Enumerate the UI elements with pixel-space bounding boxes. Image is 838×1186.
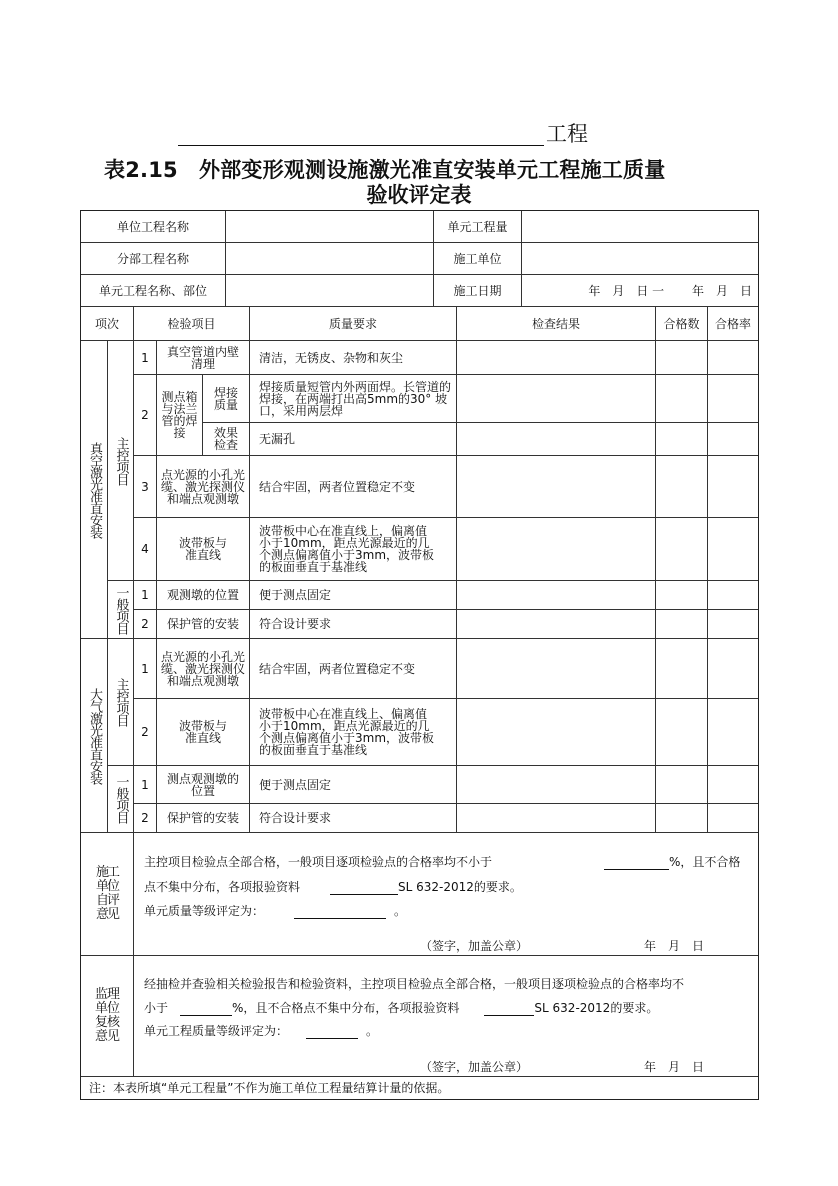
contractor-line1 <box>144 853 740 870</box>
contractor-opinion-label <box>80 832 134 956</box>
supervisor-line3-suffix: 。 <box>366 1024 379 1038</box>
construction-date-label: 施工日期 <box>433 274 522 307</box>
supervisor-line3-text: 单元工程质量等级评定为： <box>144 1024 289 1038</box>
col-inspection-item: 检验项目 <box>133 306 250 341</box>
check-result-field[interactable] <box>456 374 656 423</box>
pass-rate-field[interactable] <box>707 455 759 518</box>
unit-project-name-label: 单位工程名称 <box>80 210 226 243</box>
check-result-field[interactable] <box>456 765 656 804</box>
check-result-field[interactable] <box>456 517 656 581</box>
inspection-item: 测点观测墩的位置 <box>156 765 250 804</box>
supervisor-grade-blank[interactable] <box>306 1026 358 1039</box>
unit-quantity-field[interactable] <box>521 210 759 243</box>
quality-requirement: 符合设计要求 <box>249 609 457 639</box>
division-project-name-field[interactable] <box>225 242 434 275</box>
contractor-line1-suffix: %，且不合格 <box>669 855 741 869</box>
inspection-item: 波带板与准直线 <box>156 517 250 581</box>
form-title-line2: 验收评定表 <box>366 183 472 207</box>
supervisor-materials-blank[interactable] <box>484 1003 534 1016</box>
pass-rate-field[interactable] <box>707 517 759 581</box>
row-no: 1 <box>133 765 157 804</box>
pass-rate-field[interactable] <box>707 803 759 833</box>
pass-count-field[interactable] <box>655 517 708 581</box>
element-name-label: 单元工程名称、部位 <box>80 274 226 307</box>
quality-requirement: 波带板中心在准直线上，偏离值小于10mm，距点光源最近的几个测点偏离值小于3mm，波带板的板面垂直于基准线 <box>249 517 457 581</box>
contractor-sign: （签字，加盖公章） <box>420 939 529 953</box>
construction-unit-field[interactable] <box>521 242 759 275</box>
contractor-line1-text: 主控项目检验点全部合格，一般项目逐项检验点的合格率均不小于 <box>144 855 493 869</box>
quality-requirement: 焊接质量短管内外两面焊。长管道的焊接，在两端打出高5mm的30° 坡口，采用两层焊 <box>249 374 457 423</box>
inspection-item: 真空管道内壁清理 <box>156 340 250 375</box>
inspection-item: 保护管的安装 <box>156 609 250 639</box>
quality-requirement: 符合设计要求 <box>249 803 457 833</box>
row-no: 2 <box>133 609 157 639</box>
pass-count-field[interactable] <box>655 455 708 518</box>
pass-rate-field[interactable] <box>707 580 759 610</box>
row-no: 3 <box>133 455 157 518</box>
atmos-main-label: 主控项目 <box>107 638 134 766</box>
quality-requirement: 无漏孔 <box>249 422 457 456</box>
row-no: 1 <box>133 638 157 699</box>
vacuum-main-label: 主控项目 <box>107 340 134 581</box>
unit-project-name-field[interactable] <box>225 210 434 243</box>
construction-date-field[interactable]: 年 月 日 一 年 月 日 <box>521 274 759 307</box>
row-no: 2 <box>133 698 157 766</box>
col-pass-count: 合格数 <box>655 306 708 341</box>
inspection-item: 波带板与准直线 <box>156 698 250 766</box>
contractor-line3-suffix: 。 <box>394 904 407 918</box>
quality-requirement: 结合牢固，两者位置稳定不变 <box>249 638 457 699</box>
row-no: 2 <box>133 803 157 833</box>
contractor-line2 <box>144 878 522 895</box>
project-suffix: 工程 <box>546 122 588 146</box>
contractor-opinion-label-text: 施工单位自评意见 <box>95 865 118 922</box>
pass-count-field[interactable] <box>655 340 708 375</box>
quality-requirement: 波带板中心在准直线上、偏离值小于10mm，距点光源最近的几个测点偏离值小于3mm，波带板的板面垂直于基准线 <box>249 698 457 766</box>
row-no: 4 <box>133 517 157 581</box>
quality-requirement: 清洁，无锈皮、杂物和灰尘 <box>249 340 457 375</box>
supervisor-date[interactable]: 年 月 日 <box>644 1060 705 1074</box>
contractor-line3 <box>144 902 406 919</box>
inspection-item: 观测墩的位置 <box>156 580 250 610</box>
pass-rate-field[interactable] <box>707 340 759 375</box>
row-no: 2 <box>133 374 157 456</box>
contractor-line2-suffix: SL 632-2012的要求。 <box>398 880 522 894</box>
supervisor-line2-text: 小于 <box>144 1001 169 1015</box>
pass-rate-field[interactable] <box>707 638 759 699</box>
inspection-item: 测点箱与法兰管的焊接 <box>156 374 203 456</box>
contractor-line2-text: 点不集中分布，各项报验资料 <box>144 880 301 894</box>
col-quality-requirement: 质量要求 <box>249 306 457 341</box>
element-name-field[interactable] <box>225 274 434 307</box>
supervisor-line1: 经抽检并查验相关检验报告和检验资料，主控项目检验点全部合格，一般项目逐项检验点的合格率均不 <box>144 977 685 991</box>
row-no: 1 <box>133 340 157 375</box>
pass-rate-field[interactable] <box>707 765 759 804</box>
unit-quantity-label: 单元工程量 <box>433 210 522 243</box>
contractor-line3-text: 单元质量等级评定为： <box>144 904 265 918</box>
pass-rate-field[interactable] <box>707 374 759 423</box>
inspection-item: 保护管的安装 <box>156 803 250 833</box>
supervisor-line3 <box>144 1022 378 1039</box>
section-vacuum-label: 真空激光准直安装 <box>80 340 108 639</box>
project-name-blank[interactable] <box>178 145 544 146</box>
col-check-result: 检查结果 <box>456 306 656 341</box>
contractor-date[interactable]: 年 月 日 <box>644 939 705 953</box>
pass-count-field[interactable] <box>655 422 708 456</box>
inspection-item: 点光源的小孔光缆、激光探测仪和端点观测墩 <box>156 455 250 518</box>
inspection-subitem: 焊接质量 <box>202 374 250 423</box>
check-result-field[interactable] <box>456 609 656 639</box>
supervisor-line2-mid: %，且不合格点不集中分布，各项报验资料 <box>232 1001 460 1015</box>
quality-requirement: 结合牢固，两者位置稳定不变 <box>249 455 457 518</box>
check-result-field[interactable] <box>456 422 656 456</box>
check-result-field[interactable] <box>456 455 656 518</box>
supervisor-sign: （签字，加盖公章） <box>420 1060 529 1074</box>
form-note: 注：本表所填“单元工程量”不作为施工单位工程量结算计量的依据。 <box>80 1076 759 1100</box>
check-result-field[interactable] <box>456 698 656 766</box>
supervisor-line2-suffix: SL 632-2012的要求。 <box>534 1001 659 1015</box>
pass-rate-field[interactable] <box>707 698 759 766</box>
pass-rate-blank[interactable] <box>604 857 669 870</box>
check-result-field[interactable] <box>456 340 656 375</box>
check-result-field[interactable] <box>456 580 656 610</box>
row-no: 1 <box>133 580 157 610</box>
supervisor-opinion-label-text: 监理单位复核意见 <box>94 987 119 1044</box>
grade-blank[interactable] <box>294 906 386 919</box>
division-project-name-label: 分部工程名称 <box>80 242 226 275</box>
pass-count-field[interactable] <box>655 609 708 639</box>
inspection-item: 点光源的小孔光缆、激光探测仪和端点观测墩 <box>156 638 250 699</box>
supervisor-opinion-label <box>80 955 134 1077</box>
check-result-field[interactable] <box>456 638 656 699</box>
pass-count-field[interactable] <box>655 803 708 833</box>
construction-unit-label: 施工单位 <box>433 242 522 275</box>
form-title: 表2.15 外部变形观测设施激光准直安装单元工程施工质量 <box>104 158 666 182</box>
pass-count-field[interactable] <box>655 765 708 804</box>
col-pass-rate: 合格率 <box>707 306 759 341</box>
supervisor-line2 <box>144 999 658 1016</box>
col-item-no: 项次 <box>80 306 134 341</box>
quality-requirement: 便于测点固定 <box>249 765 457 804</box>
pass-rate-field[interactable] <box>707 422 759 456</box>
section-atmos-label: 大气激光准直安装 <box>80 638 108 833</box>
pass-count-field[interactable] <box>655 580 708 610</box>
pass-count-field[interactable] <box>655 638 708 699</box>
supervisor-pass-rate-blank[interactable] <box>180 1003 232 1016</box>
inspection-subitem: 效果检查 <box>202 422 250 456</box>
check-result-field[interactable] <box>456 803 656 833</box>
materials-blank[interactable] <box>330 882 398 895</box>
pass-count-field[interactable] <box>655 374 708 423</box>
quality-requirement: 便于测点固定 <box>249 580 457 610</box>
pass-count-field[interactable] <box>655 698 708 766</box>
pass-rate-field[interactable] <box>707 609 759 639</box>
vacuum-general-label: 一般项目 <box>107 580 134 639</box>
atmos-general-label: 一般项目 <box>107 765 134 833</box>
